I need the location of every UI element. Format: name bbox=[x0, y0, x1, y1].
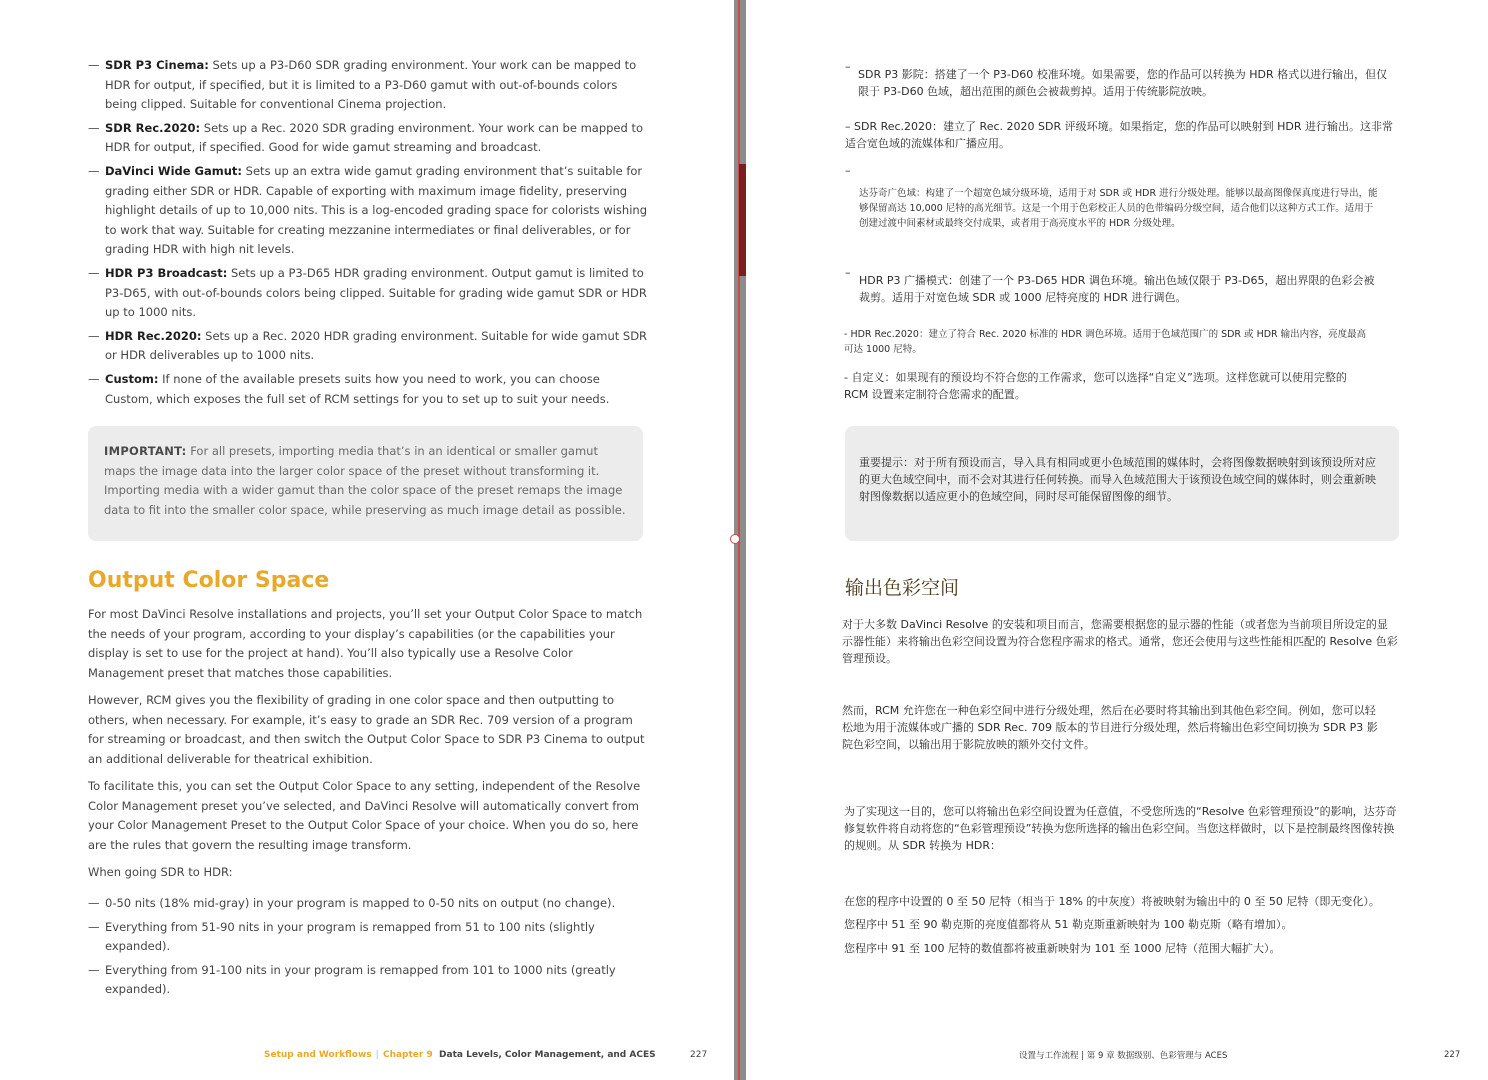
paragraph: 然而，RCM 允许您在一种色彩空间中进行分级处理，然后在必要时将其输出到其他色彩空间。例如，您可以轻松地为用于流媒体或广播的 SDR Rec. 709 版本的节目进行分级处理，然后将输出色彩空间切换为 SDR P3 影院色彩空间，以输出用于影院放映的额外交付文件。 bbox=[842, 704, 1378, 751]
page-number: 227 bbox=[1444, 1050, 1461, 1060]
list-item: 达芬奇广色域：构建了一个超宽色域分级环境，适用于对 SDR 或 HDR 进行分级处理。能够以最高图像保真度进行导出，能够保留高达 10,000 尼特的高光细节。这是一个用于色彩校正人员的色带编码分级空间，适合他们以这种方式工作。适用于创建过渡中间素材或最终交付成果，或者用于高亮度水平的 HDR 分级处理。 bbox=[859, 188, 1378, 229]
page-footer: Setup and Workflows | Chapter 9 Data Levels, Color Management, and ACES bbox=[264, 1050, 656, 1060]
page-footer: 设置与工作流程 | 第 9 章 数据级别、色彩管理与 ACES bbox=[1019, 1051, 1228, 1061]
section-heading: Output Color Space bbox=[88, 568, 330, 593]
list-item: — DaVinci Wide Gamut: Sets up an extra wide gamut grading environment that’s suitable for grading either SDR or HDR. Capable of exporting with maximum image fidelity, preserving highlight details of up to 10,000 nits. This is a log-encoded grading space for colorists wishing to work that way. Suitable for creating mezzanine intermediates or final deliverables, or for grading HDR with high nit levels. bbox=[88, 163, 647, 257]
note-label: IMPORTANT: bbox=[104, 444, 187, 458]
list-dash: – bbox=[845, 60, 851, 73]
paragraph: 对于大多数 DaVinci Resolve 的安装和项目而言，您需要根据您的显示器的性能（或者您为当前项目所设定的显示器性能）来将输出色彩空间设置为符合您程序需求的格式。通常，您还会使用与这些性能相匹配的 Resolve 色彩管理预设。 bbox=[842, 618, 1398, 665]
list-item: — SDR P3 Cinema: Sets up a P3-D60 SDR grading environment. Your work can be mapped to HDR for output, if specified, but it is limited to a P3-D60 gamut with out-of-bounds colors being clipped. Suitable for conventional Cinema projection. bbox=[88, 58, 637, 112]
important-note bbox=[88, 426, 643, 541]
list-item: 您程序中 91 至 100 尼特的数值都将被重新映射为 101 至 1000 尼特（范围大幅扩大）。 bbox=[844, 942, 1281, 955]
rule-list bbox=[88, 894, 648, 1004]
paragraph: For most DaVinci Resolve installations and projects, you’ll set your Output Color Space to match the needs of your program, according to your display’s capabilities (or the capabilities your display is set to use for the project at hand). You’ll also typically use a Resolve Color Management preset that matches those capabilities. bbox=[88, 607, 643, 680]
list-item: - 自定义：如果现有的预设均不符合您的工作需求，您可以选择“自定义”选项。这样您就可以使用完整的 RCM 设置来定制符合您需求的配置。 bbox=[844, 371, 1347, 401]
right-page bbox=[746, 0, 1488, 1080]
list-item: — Everything from 51-90 nits in your program is remapped from 51 to 100 nits (slightly expanded). bbox=[88, 919, 595, 954]
left-page bbox=[0, 0, 734, 1080]
paragraph: To facilitate this, you can set the Output Color Space to any setting, independent of the Resolve Color Management preset you’ve selected, and DaVinci Resolve will automatically convert from your Color Management Preset to the Output Color Space of your choice. When you do so, here are the rules that govern the resulting image transform. bbox=[88, 779, 641, 852]
list-item: – SDR Rec.2020：建立了 Rec. 2020 SDR 评级环境。如果指定，您的作品可以映射到 HDR 进行输出。这非常适合宽色域的流媒体和广播应用。 bbox=[845, 120, 1393, 150]
scrollbar-thumb[interactable] bbox=[739, 164, 746, 276]
list-item: — Everything from 91-100 nits in your program is remapped from 101 to 1000 nits (greatly expanded). bbox=[88, 962, 616, 997]
section-heading: 输出色彩空间 bbox=[845, 577, 960, 599]
preset-list bbox=[88, 56, 648, 413]
list-item: — Custom: If none of the available presets suits how you need to work, you can choose Custom, which exposes the full set of RCM settings for you to set up to suit your needs. bbox=[88, 371, 610, 406]
list-item: — SDR Rec.2020: Sets up a Rec. 2020 SDR grading environment. Your work can be mapped to HDR for output, if specified. Good for wide gamut streaming and broadcast. bbox=[88, 120, 644, 155]
list-item: 您程序中 51 至 90 勒克斯的亮度值都将从 51 勒克斯重新映射为 100 勒克斯（略有增加）。 bbox=[844, 918, 1293, 931]
paragraph: When going SDR to HDR: bbox=[88, 865, 233, 879]
paragraph: However, RCM gives you the flexibility of grading in one color space and then outputting to others, when necessary. For example, it’s easy to grade an SDR Rec. 709 version of a program for streaming or broadcast, and then switch the Output Color Space to SDR P3 Cinema to output an additional deliverable for theatrical exhibition. bbox=[88, 693, 645, 766]
list-item: - HDR Rec.2020：建立了符合 Rec. 2020 标准的 HDR 调色环境。适用于色域范围广的 SDR 或 HDR 输出内容，亮度最高可达 1000 尼特。 bbox=[844, 329, 1367, 355]
list-item: — 0-50 nits (18% mid-gray) in your program is mapped to 0-50 nits on output (no change). bbox=[88, 896, 616, 910]
list-dash: – bbox=[845, 164, 851, 177]
list-item: — HDR P3 Broadcast: Sets up a P3-D65 HDR grading environment. Output gamut is limited to P3-D65, with out-of-bounds colors being clipped. Suitable for grading wide gamut SDR or HDR up to 1000 nits. bbox=[88, 265, 647, 320]
list-item: — HDR Rec.2020: Sets up a Rec. 2020 HDR grading environment. Suitable for wide gamut SDR or HDR deliverables up to 1000 nits. bbox=[88, 328, 648, 363]
list-dash: – bbox=[845, 266, 851, 279]
important-note: 重要提示：对于所有预设而言，导入具有相同或更小色域范围的媒体时，会将图像数据映射到该预设所对应的更大色域空间中，而不会对其进行任何转换。而导入色域范围大于该预设色域空间的媒体时，则会重新映射图像数据以适应更小的色域空间，同时尽可能保留图像的细节。 bbox=[845, 426, 1399, 541]
list-item: 在您的程序中设置的 0 至 50 尼特（相当于 18% 的中灰度）将被映射为输出中的 0 至 50 尼特（即无变化）。 bbox=[844, 895, 1380, 908]
scroll-position-marker[interactable] bbox=[730, 534, 740, 544]
paragraph: 为了实现这一目的，您可以将输出色彩空间设置为任意值，不受您所选的“Resolve 色彩管理预设”的影响，达芬奇修复软件将自动将您的“色彩管理预设”转换为您所选择的输出色彩空间。当您这样做时，以下是控制最终图像转换的规则。从 SDR 转换为 HDR： bbox=[844, 805, 1397, 852]
list-item: HDR P3 广播模式：创建了一个 P3-D65 HDR 调色环境。输出色域仅限于 P3-D65，超出界限的色彩会被裁剪。适用于对宽色域 SDR 或 1000 尼特亮度的 HDR 进行调色。 bbox=[859, 274, 1375, 304]
list-item: SDR P3 影院：搭建了一个 P3-D60 校准环境。如果需要，您的作品可以转换为 HDR 格式以进行输出，但仅限于 P3-D60 色域，超出范围的颜色会被裁剪掉。适用于传统影院放映。 bbox=[858, 68, 1388, 98]
note-text: For all presets, importing media that’s in an identical or smaller gamut maps the image data into the larger color space of the preset without transforming it. Importing media with a wider gamut than the color space of the preset remaps the image data to fit into the smaller color space, while preserving as much image detail as possible. bbox=[104, 444, 626, 517]
page-number: 227 bbox=[690, 1050, 708, 1060]
